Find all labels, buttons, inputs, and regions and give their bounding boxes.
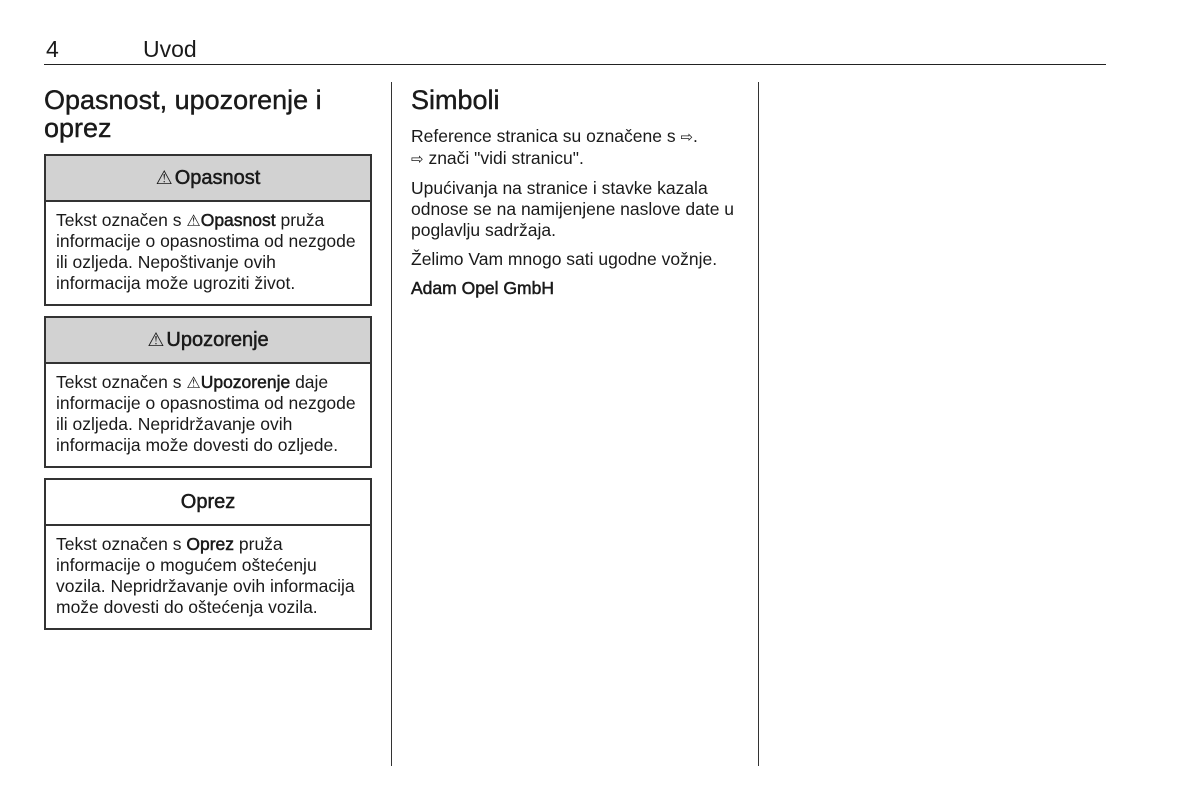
section-heading-warnings: Opasnost, upozorenje i oprez [44, 85, 322, 143]
warning-notice-body [46, 364, 370, 466]
symbols-paragraph-3: Želimo Vam mnogo sati ugodne vožnje. [411, 249, 718, 269]
chapter-title: Uvod [143, 36, 197, 62]
symbols-text-1b: . [693, 126, 698, 146]
caution-body-keyword: Oprez [186, 534, 235, 554]
symbols-paragraph-2: Upućivanja na stranice i stavke kazala odnose se na namijenjene naslove date u poglavlju sadržaja. [411, 178, 735, 240]
warning-body-text: daje informacije o opasnostima od nezgode ili ozljeda. Nepridržavanje ovih informacija može dovesti do ozljede. [56, 372, 356, 455]
page-reference-arrow-icon: ⇨ [411, 150, 424, 168]
danger-notice-box [44, 154, 372, 306]
warning-body-prefix: Tekst označen s [56, 372, 187, 392]
warning-triangle-icon: ⚠ [155, 167, 173, 189]
danger-notice-body [46, 202, 370, 304]
page-number: 4 [46, 36, 59, 62]
caution-body-prefix: Tekst označen s [56, 534, 187, 554]
symbols-paragraph-1 [411, 126, 751, 170]
danger-body-text: pruža informacije o opasnostima od nezgode ili ozljeda. Nepoštivanje ovih informacija može ugroziti život. [56, 210, 356, 293]
danger-title-text: Opasnost [174, 167, 261, 189]
caution-notice-title [46, 480, 370, 526]
right-column [411, 86, 751, 307]
warning-body-keyword: Upozorenje [200, 372, 291, 392]
warning-notice-title [46, 318, 370, 364]
page-reference-arrow-icon: ⇨ [680, 128, 694, 146]
caution-notice-body [46, 526, 370, 628]
danger-body-prefix: Tekst označen s [56, 210, 187, 230]
warning-title-text: Upozorenje [166, 329, 269, 351]
caution-body-text: pruža informacije o mogućem oštećenju vozila. Nepridržavanje ovih informacija može dovesti do oštećenja vozila. [56, 534, 355, 617]
danger-notice-title [46, 156, 370, 202]
section-heading-symbols: Simboli [411, 85, 500, 115]
warning-triangle-icon: ⚠ [147, 329, 165, 351]
left-column [44, 86, 372, 640]
danger-body-keyword: Opasnost [200, 210, 276, 230]
caution-title-text: Oprez [180, 491, 236, 513]
signature: Adam Opel GmbH [411, 278, 554, 298]
warning-triangle-icon: ⚠ [186, 211, 201, 230]
page-header [44, 34, 1106, 65]
warning-triangle-icon: ⚠ [186, 373, 201, 392]
symbols-text-1c: znači "vidi stranicu". [423, 148, 584, 168]
symbols-text-1a: Reference stranica su označene s [411, 126, 681, 146]
caution-notice-box [44, 478, 372, 630]
warning-notice-box [44, 316, 372, 468]
column-divider [758, 82, 759, 766]
column-divider [391, 82, 392, 766]
